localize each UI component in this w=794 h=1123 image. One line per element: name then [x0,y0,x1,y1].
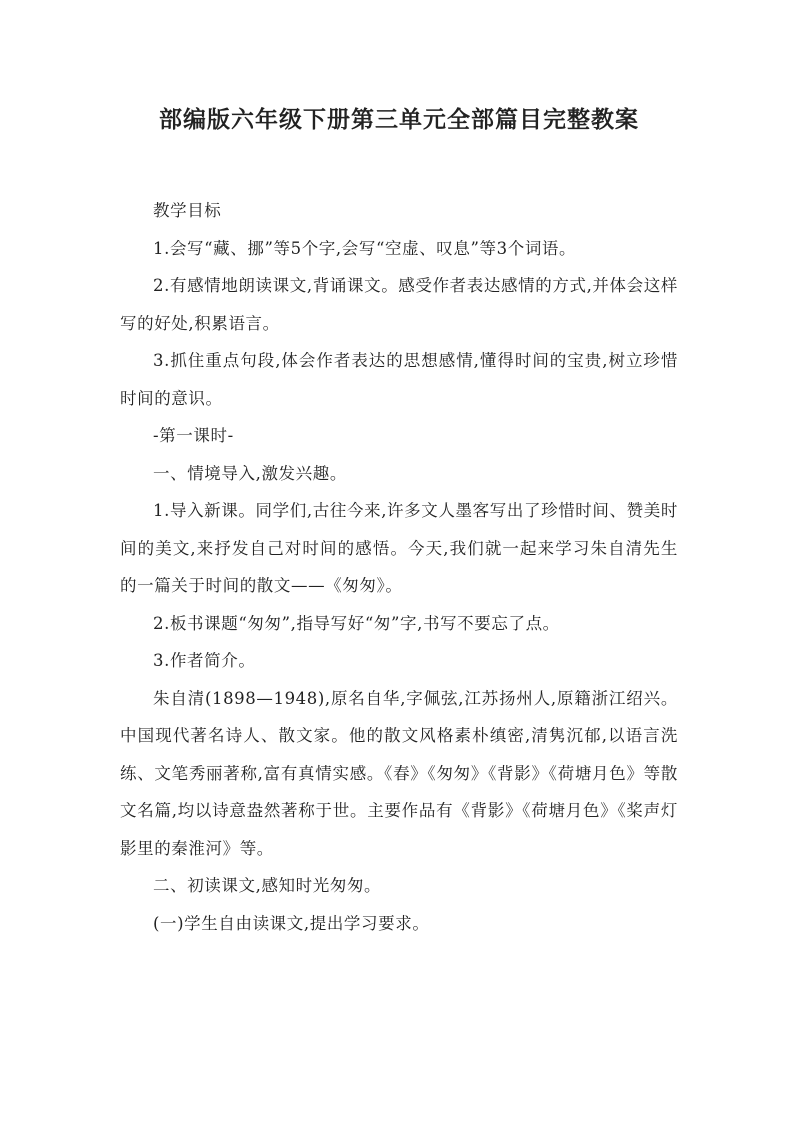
section-heading-objectives: 教学目标 [153,201,222,220]
author-bio: 朱自清(1898—1948),原名自华,字佩弦,江苏扬州人,原籍浙江绍兴。中国现代著名诗人、散文家。他的散文风格素朴缜密,清隽沉郁,以语言洗练、文笔秀丽著称,富有真情实感。《春》《匆匆》《背影》《荷塘月色》等散文名篇,均以诗意盎然著称于世。主要作品有《背影》《荷塘月色》《桨声灯影里的秦淮河》等。 [120,688,678,858]
document-title: 部编版六年级下册第三单元全部篇目完整教案 [159,106,639,133]
section-heading-intro: 一、情境导入,激发兴趣。 [153,463,347,483]
section-heading-first-reading: 二、初读课文,感知时光匆匆。 [153,876,382,895]
document-body [120,192,678,942]
intro-step-2: 2.板书课题“匆匆”,指导写好“匆”字,书写不要忘了点。 [153,613,560,633]
objective-1: 1.会写“藏、挪”等5个字,会写“空虚、叹息”等3个词语。 [153,238,577,258]
intro-step-1: 1.导入新课。同学们,古往今来,许多文人墨客写出了珍惜时间、赞美时间的美文,来抒发自己对时间的感悟。今天,我们就一起来学习朱自清先生的一篇关于时间的散文——《匆匆》。 [120,501,678,595]
objective-2: 2.有感情地朗读课文,背诵课文。感受作者表达感情的方式,并体会这样写的好处,积累语言。 [120,276,678,333]
first-reading-step-1: (一)学生自由读课文,提出学习要求。 [153,913,430,933]
intro-step-3: 3.作者简介。 [153,651,256,670]
objective-3: 3.抓住重点句段,体会作者表达的思想感情,懂得时间的宝贵,树立珍惜时间的意识。 [120,351,678,408]
lesson-period-heading: -第一课时- [153,426,234,445]
